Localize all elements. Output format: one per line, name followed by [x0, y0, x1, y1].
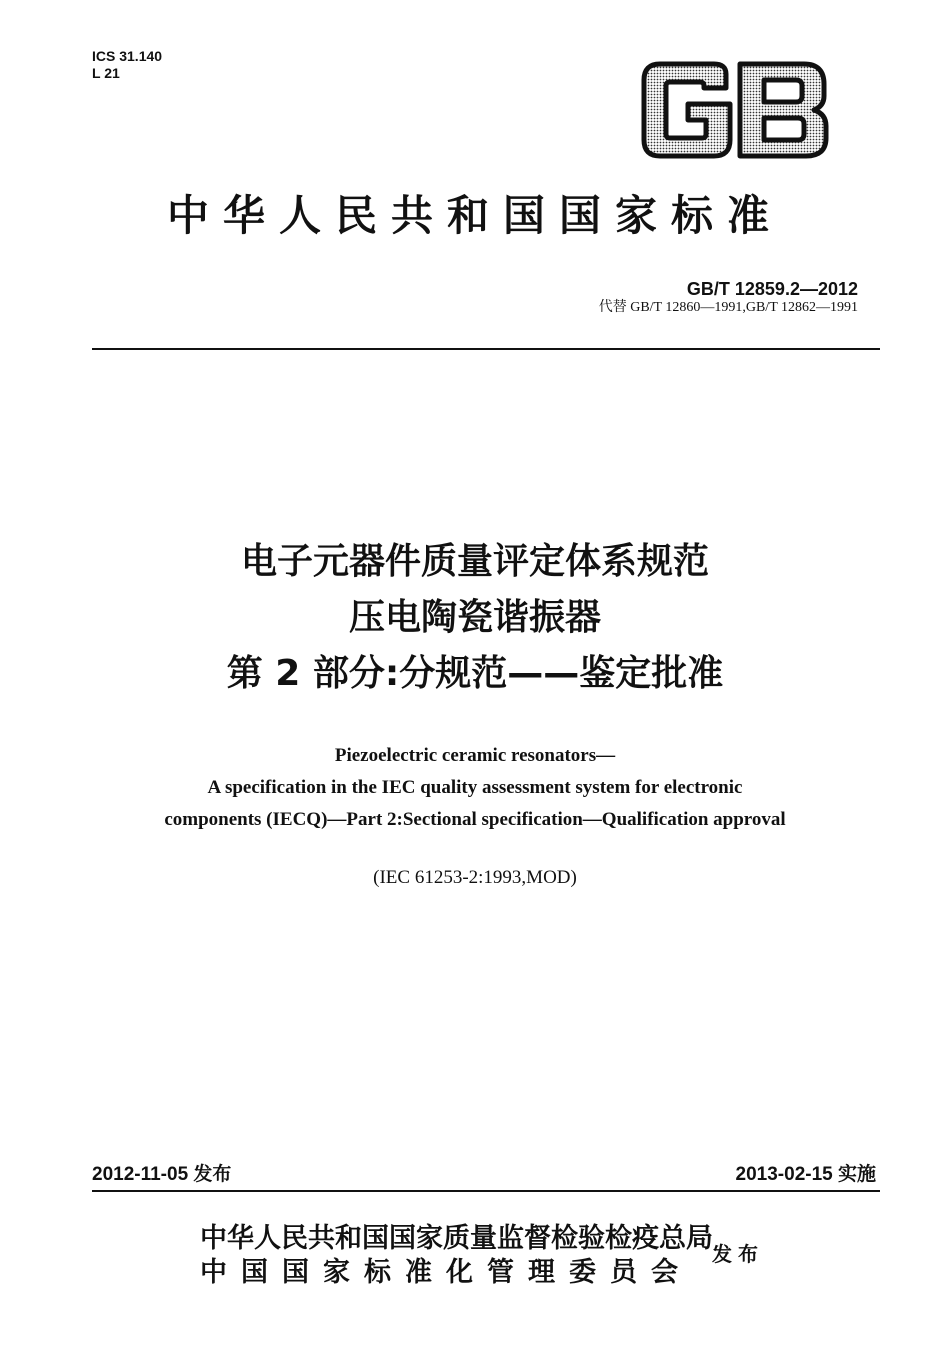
issue-date: 2012-11-05 发布	[92, 1164, 232, 1185]
chinese-title	[0, 534, 950, 702]
english-title	[0, 740, 950, 836]
chinese-title-line-3: 第 2 部分:分规范——鉴定批准	[226, 653, 724, 694]
issuer-aqsiq: 中华人民共和国国家质量监督检验检疫总局	[200, 1223, 713, 1254]
ccs-code: L 21	[92, 65, 120, 81]
english-title-line-1: Piezoelectric ceramic resonators—	[334, 745, 616, 766]
publish-label: 发布	[712, 1242, 764, 1266]
issuing-authorities	[200, 1222, 713, 1290]
standard-number: GB/T 12859.2—2012	[686, 279, 858, 299]
issuer-sac: 中国国家标准化管理委员会	[200, 1257, 692, 1288]
english-title-line-2: A specification in the IEC quality assessment system for electronic	[207, 777, 743, 798]
national-standard-title: 中华人民共和国国家标准	[166, 191, 783, 240]
chinese-title-line-2: 压电陶瓷谐振器	[348, 597, 601, 638]
top-divider	[92, 348, 880, 350]
ics-code: ICS 31.140	[92, 48, 163, 64]
chinese-title-line-1: 电子元器件质量评定体系规范	[240, 541, 709, 582]
classification-codes	[92, 48, 162, 82]
gb-logo	[638, 60, 830, 160]
implementation-date: 2013-02-15 实施	[735, 1164, 876, 1185]
bottom-divider	[92, 1190, 880, 1192]
english-title-line-3: components (IECQ)—Part 2:Sectional specification—Qualification approval	[164, 809, 786, 830]
iec-reference: (IEC 61253-2:1993,MOD)	[373, 867, 577, 888]
replaces-note: 代替 GB/T 12860—1991,GB/T 12862—1991	[598, 300, 858, 315]
